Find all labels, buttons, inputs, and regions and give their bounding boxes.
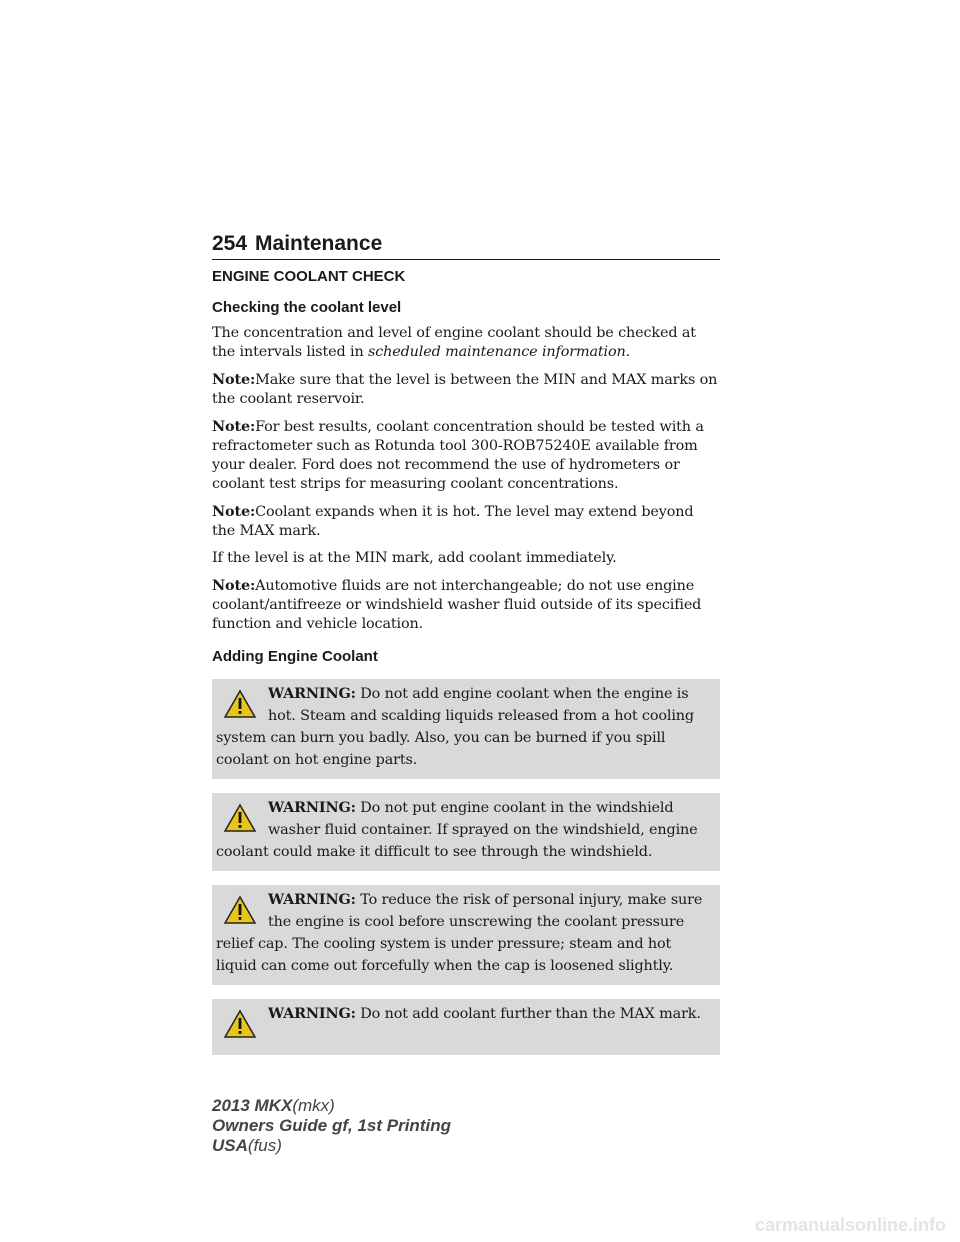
note-text: Make sure that the level is between the MIN and MAX marks on the coolant reservoir. bbox=[212, 372, 718, 407]
note-label: Note: bbox=[212, 371, 256, 388]
warning-triangle-icon bbox=[224, 803, 256, 833]
footer-market-code: (fus) bbox=[247, 1136, 282, 1155]
note-text: For best results, coolant concentration should be tested with a refractometer such as Rotunda tool 300-ROB75240E available from your dealer. Ford does not recommend the use of hydrometers or coolant test strips for measuring coolant concentrations. bbox=[212, 419, 704, 492]
warning-text: Do not put engine coolant in the windshield washer fluid container. If sprayed on the windshield, engine coolant could make it difficult to see through the windshield. bbox=[216, 800, 698, 860]
note-3 bbox=[212, 502, 720, 541]
subsection-checking: Checking the coolant level bbox=[212, 299, 402, 316]
section-title: ENGINE COOLANT CHECK bbox=[212, 268, 406, 285]
min-mark-paragraph: If the level is at the MIN mark, add coolant immediately. bbox=[212, 550, 617, 566]
maintenance-reference: scheduled maintenance information bbox=[367, 344, 626, 360]
footer-line-1 bbox=[212, 1096, 451, 1116]
warning-box-4 bbox=[212, 999, 720, 1055]
page-number: 254 bbox=[212, 232, 248, 255]
warning-triangle-icon bbox=[224, 895, 256, 925]
note-label: Note: bbox=[212, 418, 256, 435]
warning-triangle-icon bbox=[224, 689, 256, 719]
footer-model-code: (mkx) bbox=[292, 1096, 335, 1115]
note-4 bbox=[212, 576, 720, 634]
note-text: Coolant expands when it is hot. The level may extend beyond the MAX mark. bbox=[212, 504, 694, 539]
warning-box-2 bbox=[212, 793, 720, 871]
note-1 bbox=[212, 370, 720, 409]
footer-line-3 bbox=[212, 1136, 451, 1156]
warning-box-3 bbox=[212, 885, 720, 985]
note-label: Note: bbox=[212, 503, 256, 520]
footer-market: USA bbox=[212, 1136, 248, 1155]
page-header bbox=[212, 232, 720, 260]
intro-paragraph bbox=[212, 324, 720, 362]
intro-end: . bbox=[625, 344, 631, 360]
warning-text: Do not add engine coolant when the engine is hot. Steam and scalding liquids released from a hot cooling system can burn you badly. Also, you can be burned if you spill coolant on hot engine parts. bbox=[216, 686, 694, 768]
chapter-title: Maintenance bbox=[255, 232, 383, 255]
subsection-adding: Adding Engine Coolant bbox=[212, 648, 378, 665]
note-text: Automotive fluids are not interchangeable; do not use engine coolant/antifreeze or windshield washer fluid outside of its specified function and vehicle location. bbox=[212, 578, 702, 632]
warning-label: WARNING: bbox=[268, 891, 356, 908]
warning-label: WARNING: bbox=[268, 799, 356, 816]
warning-box-1 bbox=[212, 679, 720, 779]
footer-model: 2013 MKX bbox=[212, 1096, 293, 1115]
warning-label: WARNING: bbox=[268, 1005, 356, 1022]
footer-guide: Owners Guide gf, 1st Printing bbox=[212, 1116, 451, 1135]
note-label: Note: bbox=[212, 577, 256, 594]
warning-triangle-icon bbox=[224, 1009, 256, 1039]
note-2 bbox=[212, 417, 720, 494]
site-watermark: carmanualsonline.info bbox=[754, 1215, 946, 1235]
manual-page bbox=[212, 232, 720, 1055]
warning-text: Do not add coolant further than the MAX mark. bbox=[360, 1006, 701, 1022]
footer-line-2 bbox=[212, 1116, 451, 1136]
intro-text: The concentration and level of engine coolant should be checked at the intervals listed in bbox=[212, 325, 696, 360]
warning-label: WARNING: bbox=[268, 685, 356, 702]
warning-text: To reduce the risk of personal injury, make sure the engine is cool before unscrewing the coolant pressure relief cap. The cooling system is under pressure; steam and hot liquid can come out forcefully when the cap is loosened slightly. bbox=[216, 892, 703, 974]
print-footer bbox=[212, 1096, 451, 1156]
